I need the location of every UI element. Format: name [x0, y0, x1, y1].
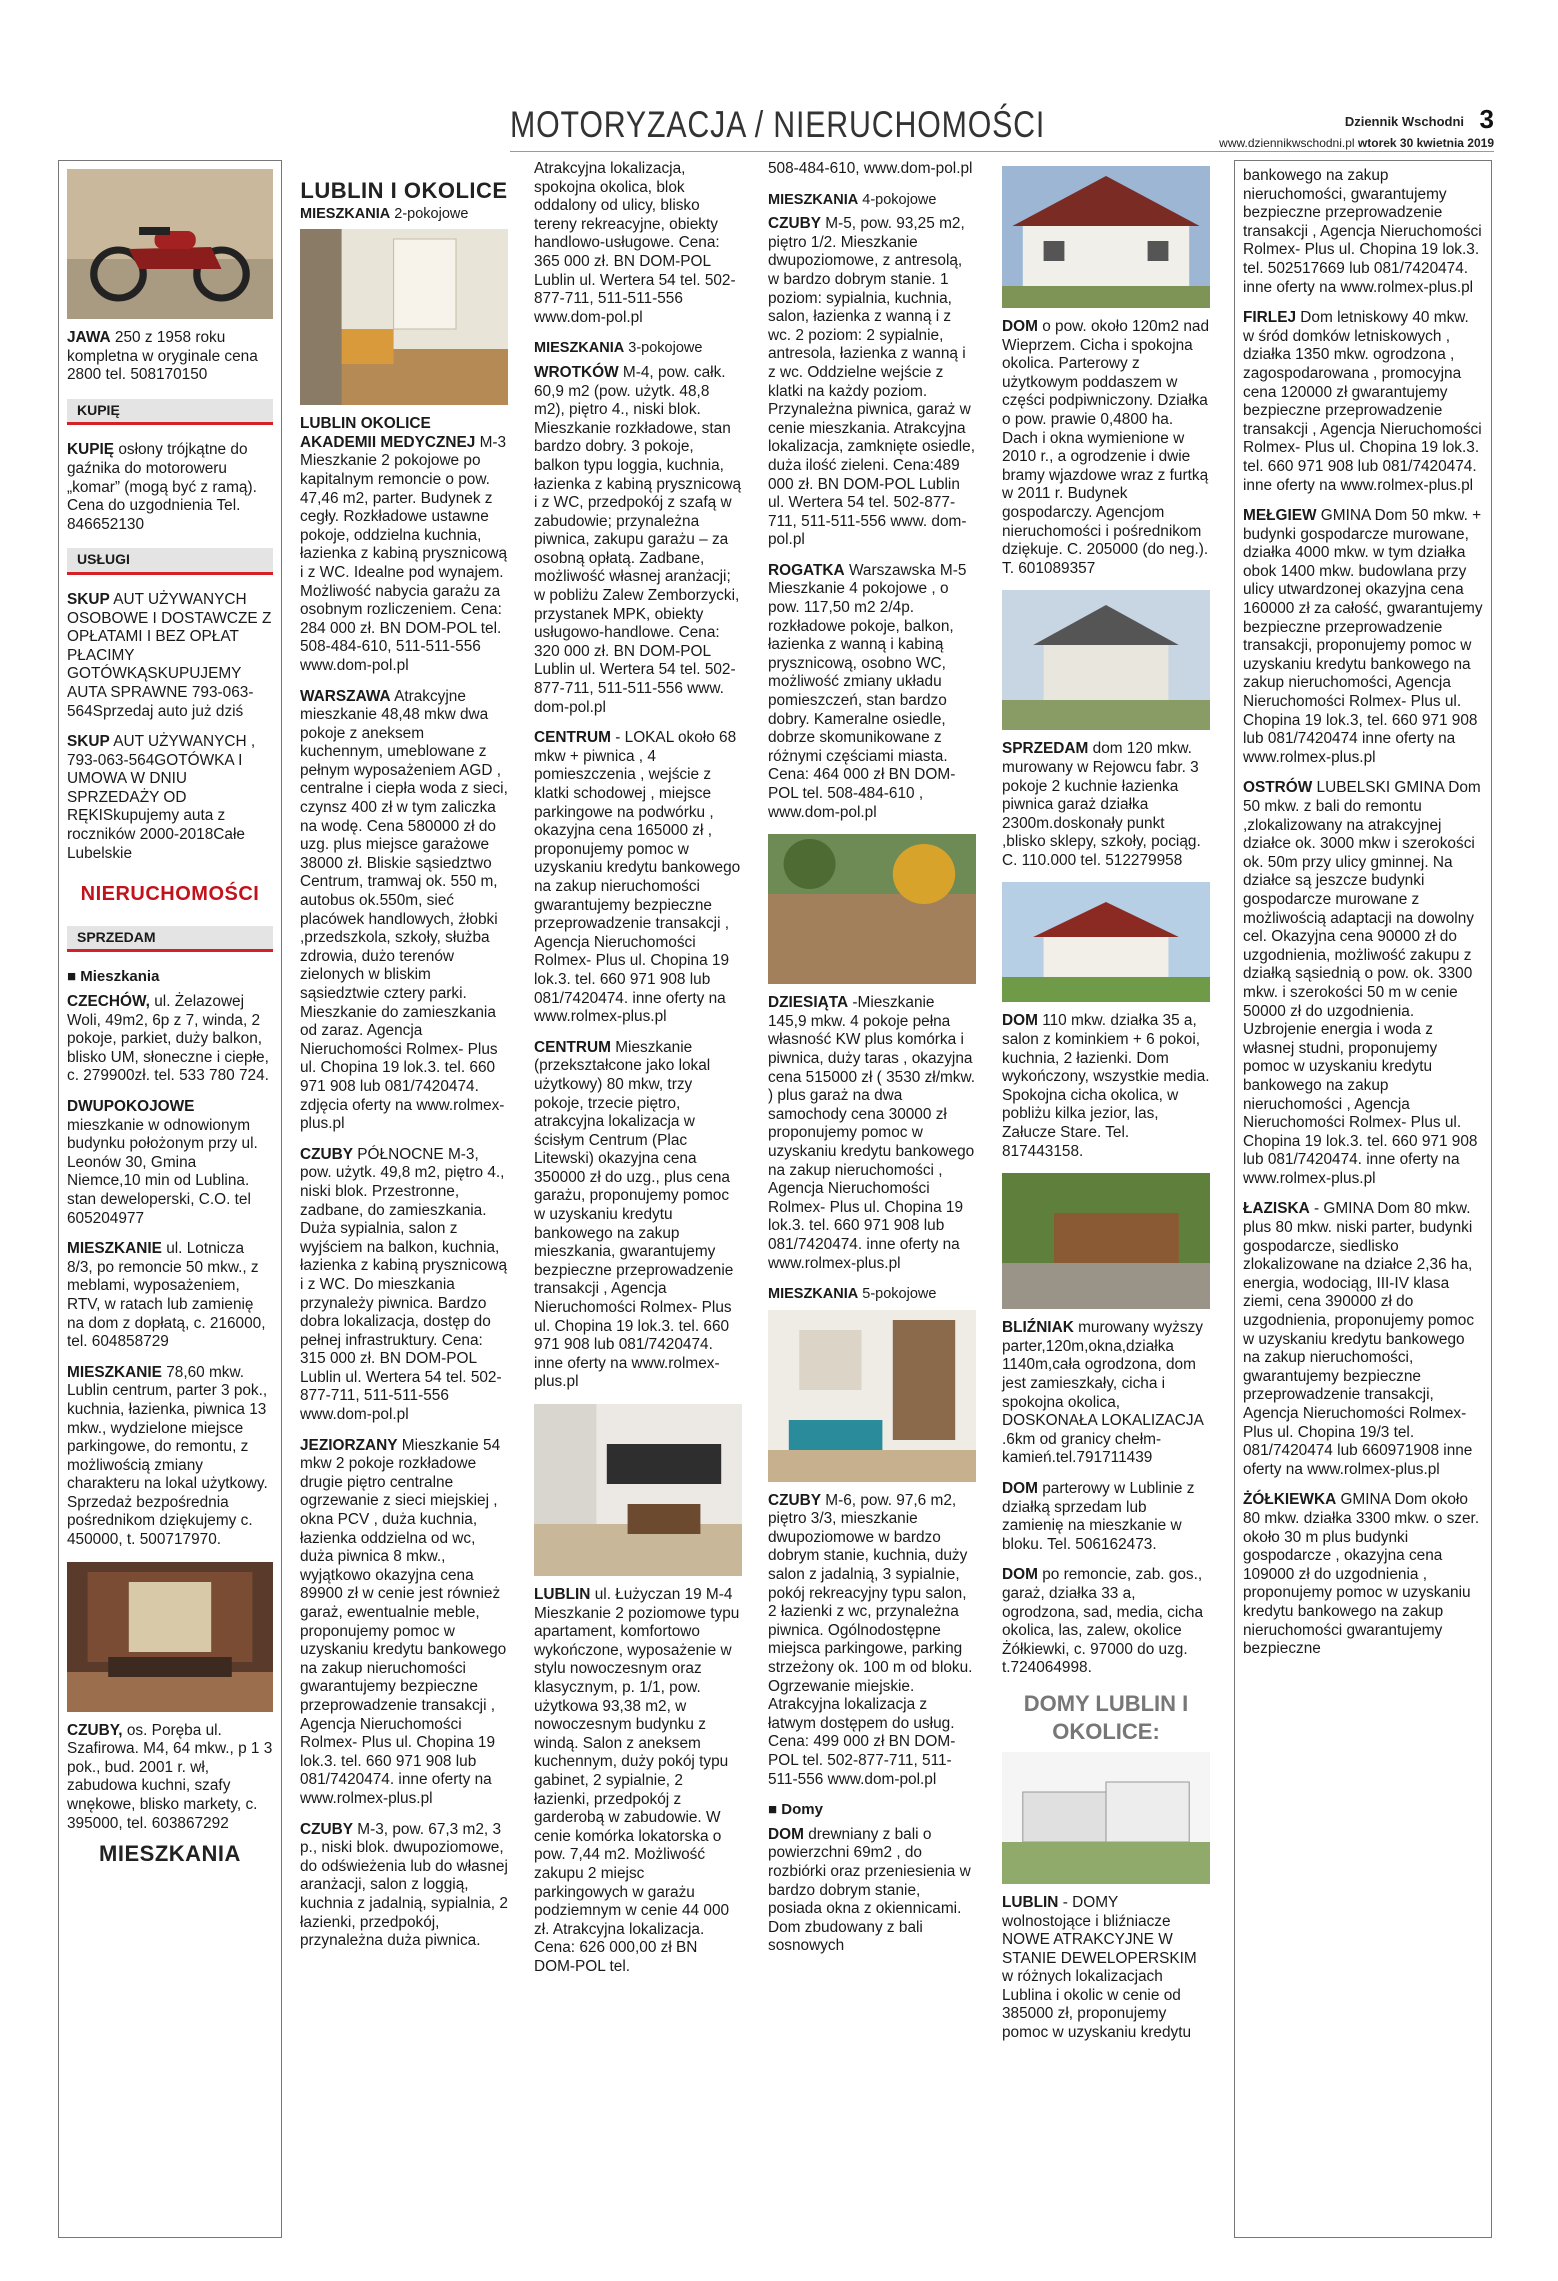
ad-jeziorzany: JEZIORZANY Mieszkanie 54 mkw 2 pokoje rozkładowe drugie piętro centralne ogrzewanie z sieci miejskiej , okna PCV , duża kuchnia, łazienka oddzielna od wc, duża piwnica 8 mkw., wyjątkowo okazyjna cena 89900 zł w cenie jest również garaż, ewentualnie meble, proponujemy pomoc w uzyskaniu kredytu bankowego na zakup nieruchomości gwarantujemy bezpieczne przeprowadzenie transakcji , Agencja Nieruchomości Rolmex- Plus ul. Chopina 19 lok.3. tel. 660 971 908 lub 081/7420474. inne oferty na www.rolmex-plus.pl [300, 1436, 507, 1807]
heading-nieruchomosci: NIERUCHOMOŚCI [80, 883, 260, 906]
ad-czuby-poreba: CZUBY, os. Poręba ul. Szafirowa. M4, 64 mkw., p 1 3 pok., bud. 2001 r. wł, zabudowa kuchni, szafy wnękowe, blisko markety, c. 395000, tel. 603867292 [67, 1721, 273, 1832]
ad-czechow: CZECHÓW, ul. Żelazowej Woli, 49m2, 6p z 7, winda, 2 pokoje, parkiet, duży balkon, blisko UM, słoneczne i ciepłe, c. 279900zł. tel. 533 780 724. [67, 993, 269, 1085]
fence-photo [1002, 1173, 1210, 1309]
column-4 [760, 160, 984, 2238]
category-kupie: KUPIĘ [67, 399, 273, 426]
ad-dziesiata: DZIESIĄTA -Mieszkanie 145,9 mkw. 4 pokoje pełna własność KW plus komórka i piwnica, duży taras , okazyjna cena 515000 zł ( 3530 zł/mkw. ) plus garaż na dwa samochody cena 30000 zł proponujemy pomoc w uzyskaniu kredytu bankowego na zakup nieruchomości , Agencja Nieruchomości Rolmex- Plus ul. Chopina 19 lok.3. tel. 660 971 908 lub 081/7420474. inne oferty na www.rolmex-plus.pl [768, 994, 976, 1272]
heading-mieszkania: MIESZKANIA [99, 1841, 241, 1867]
ad-melgiew: MEŁGIEW GMINA Dom 50 mkw. + budynki gospodarcze murowane, działka 4000 mkw. w tym działka obok 1400 mkw. budowlana przy ulicy utwardzonej okazyjna cena 160000 zł za całość, gwarantujemy bezpieczne przeprowadzenie transakcji, proponujemy pomoc w uzyskaniu kredytu bankowego na zakup nieruchomości, Agencja Nieruchomości Rolmex- Plus ul. Chopina 19 lok.3, tel. 660 971 908 lub 081/7420474 inne oferty na www.rolmex-plus.pl [1243, 507, 1483, 766]
ad-lotnicza: MIESZKANIE ul. Lotnicza 8/3, po remoncie 50 mkw., z meblami, wyposażeniem, RTV, w ratach lub zamienię na dom z dopłatą, c. 216000, tel. 604858729 [67, 1240, 266, 1351]
ad-rejowiec: SPRZEDAM dom 120 mkw. murowany w Rejowcu fabr. 3 pokoje 2 kuchnie łazienka piwnica garaż działka 2300m.doskonały punkt ,blisko sklepy, szkoły, pociąg. C. 110.000 tel. 512279958 [1002, 740, 1201, 869]
ad-laziska: ŁAZISKA - GMINA Dom 80 mkw. plus 80 mkw. niski parter, budynki gospodarcze, siedlisko zlokalizowane na działce 2,36 ha, energia, wodociąg, III-IV klasa ziemi, cena 390000 zł do uzgodnienia, proponujemy pomoc w uzyskaniu kredytu bankowego na zakup nieruchomości, gwarantujemy bezpieczne przeprowadzenie transakcji, Agencja Nieruchomości Rolmex- Plus ul. Chopina 19/3 tel. 081/7420474 lub 660971908 inne oferty na www.rolmex-plus.pl [1243, 1200, 1475, 1478]
subheading-4-pokojowe: MIESZKANIA 4-pokojowe [768, 191, 937, 208]
classifieds-columns [58, 160, 1492, 2240]
house-photo-1 [1002, 166, 1210, 308]
subheading-mieszkania: ■ Mieszkania [67, 968, 273, 987]
column-2 [292, 160, 516, 2238]
column-5 [994, 160, 1218, 2238]
ad-ostrow: OSTRÓW LUBELSKI GMINA Dom 50 mkw. z bali do remontu ,zlokalizowany na atrakcyjnej działce ok. 3000 mkw i szerokości ok. 50m przy ulicy gminnej. Na działce są jeszcze budynki gospodarcze murowane z możliwością adaptacji na dowolny cel. Okazyjna cena 90000 zł do uzgodnienia, możliwość zakupu z działką sąsiednią o pow. ok. 3300 mkw. i szerokości 50 m w cenie 50000 zł do uzgodnienia. Uzbrojenie energia i woda z własnej studni, proponujemy pomoc w uzyskaniu kredytu bankowego na zakup nieruchomości , Agencja Nieruchomości Rolmex- Plus ul. Chopina 19 lok.3. tel. 660 971 908 lub 081/7420474. inne oferty na www.rolmex-plus.pl [1243, 779, 1481, 1187]
apartment-photo [300, 229, 508, 405]
ad-mieszkanie-78: MIESZKANIE 78,60 mkw. Lublin centrum, parter 3 pok., kuchnia, łazienka, piwnica 13 mkw., wydzielone miejsce parkingowe, do remontu, z możliwością zmiany charakteru na lokal użytkowy. Sprzedaż bezpośrednia pośrednikom dziękujemy c. 450000, t. 500717970. [67, 1363, 268, 1549]
house-photo-2 [1002, 590, 1210, 730]
ad-dom-wieprz: DOM o pow. około 120m2 nad Wieprzem. Cicha i spokojna okolica. Parterowy z użytkowym poddaszem w części podpiwniczony. Działka o pow. prawie 0,4800 ha. Dach i okna wymienione w 2010 r., a ogrodzenie i dwie bramy wjazdowe wraz z furtką w 2011 r. Budynek gospodarczy. Agencjom nieruchomości i pośrednikom dziękuje. C. 205000 (do neg.). T. 601089357 [1002, 318, 1210, 577]
ad-skup-2: SKUP AUT UŻYWANYCH , 793-063-564GOTÓWKA I UMOWA W DNIU SPRZEDAŻY OD RĘKISkupujemy auta z roczników 2000-2018Całe Lubelskie [67, 733, 256, 862]
ad-centrum-lokal: CENTRUM - LOKAL około 68 mkw + piwnica , 4 pomieszczenia , wejście z klatki schodowej , miejsce parkingowe na podwórku , okazyjna cena 165000 zł , proponujemy pomoc w uzyskaniu kredytu bankowego na zakup nieruchomości gwarantujemy bezpieczne przeprowadzenie transakcji , Agencja Nieruchomości Rolmex- Plus ul. Chopina 19 lok.3. tel. 660 971 908 lub 081/7420474. inne oferty na www.rolmex-plus.pl [534, 729, 741, 1026]
header-rule [510, 151, 1494, 152]
ad-czuby-m5: CZUBY M-5, pow. 93,25 m2, piętro 1/2. Mieszkanie dwupoziomowe, z antresolą, w bardzo dobrym stanie. 1 poziom: sypialnia, kuchnia, salon, łazienka z wanną i z wc. 2 poziom: 2 sypialnie, antresola, łazienka z wanną i z wc. Oddzielne wejście z klatki na każdy poziom. Przynależna piwnica, garaż w cenie mieszkania. Atrakcyjna lokalizacja, zamknięte osiedle, duża ilość zieleni. Cena:489 000 zł. BN DOM-POL Lublin ul. Wertera 54 tel. 502-877-711, 511-511-556 www. dom-pol.pl [768, 215, 976, 549]
column-3 [526, 160, 750, 2238]
ad-centrum-mieszkanie: CENTRUM Mieszkanie (przekształcone jako lokal użytkowy) 80 mkw, trzy pokoje, trzecie piętro, atrakcyjna lokalizacja w ścisłym Centrum (Plac Litewski) okazyjna cena 350000 zł do uzg., plus cena garażu, proponujemy pomoc w uzyskaniu kredytu bankowego na zakup mieszkania, gwarantujemy bezpieczne przeprowadzenie transakcji , Agencja Nieruchomości Rolmex- Plus ul. Chopina 19 lok.3. tel. 660 971 908 lub 081/7420474. inne oferty na www.rolmex-plus.pl [534, 1038, 734, 1391]
ad-akademii-medycznej: LUBLIN OKOLICE AKADEMII MEDYCZNEJ M-3 Mieszkanie 2 pokojowe po kapitalnym remoncie o pow. 47,46 m2, parter. Budynek z cegły. Rozkładowe ustawne pokoje, oddzielna kuchnia, łazienka z kabiną prysznicową i z WC. Idealne pod wynajem. Możliwość nabycia garażu za osobnym rozliczeniem. Cena: 284 000 zł. BN DOM-POL tel. 508-484-610, 511-511-556 www.dom-pol.pl [300, 415, 508, 674]
ad-continued: Atrakcyjna lokalizacja, spokojna okolica, blok oddalony od ulicy, blisko tereny rekreacyjne, obiekty handlowo-usługowe. Cena: 365 000 zł. BN DOM-POL Lublin ul. Wertera 54 tel. 502-877-711, 511-511-556 www.dom-pol.pl [534, 160, 736, 326]
ad-warszawa: WARSZAWA Atrakcyjne mieszkanie 48,48 mkw dwa pokoje z aneksem kuchennym, umeblowane z pełnym wyposażeniem AGD , centralne i ciepła woda z sieci, czynsz 400 zł w tym zaliczka na wodę. Cena 580000 zł do uzg. plus miejsce garażowe 38000 zł. Bliskie sąsiedztwo Centrum, tramwaj ok. 550 m, autobus ok.550m, sieć placówek handlowych, żłobki ,przedszkola, szkoły, służba zdrowia, dużo terenów zielonych w bliskim sąsiedztwie cztery parki. Mieszkanie do zamieszkania od zaraz. Agencja Nieruchomości Rolmex- Plus ul. Chopina 19 lok.3. tel. 660 971 908 lub 081/7420474. zdjęcia oferty na www.rolmex-plus.pl [300, 687, 508, 1133]
ad-jawa: JAWA 250 z 1958 roku kompletna w oryginale cena 2800 tel. 508170150 [67, 329, 258, 384]
ad-zolkiewka: ŻÓŁKIEWKA GMINA Dom około 80 mkw. działka 3300 mkw. o szer. około 30 m plus budynki gospodarcze , okazyjna cena 109000 zł do uzgodnienia , proponujemy pomoc w uzyskaniu kredytu bankowego na zakup nieruchomości gwarantujemy bezpieczne [1243, 1491, 1480, 1658]
issue-date: wtorek 30 kwietnia 2019 [1357, 136, 1494, 150]
paper-name: Dziennik Wschodni [1344, 114, 1464, 129]
ad-skup-1: SKUP AUT UŻYWANYCH OSOBOWE I DOSTAWCZE Z OPŁATAMI I BEZ OPŁAT PŁACIMY GOTÓWKĄSKUPUJEMY AUTA SPRAWNE 793-063-564Sprzedaj auto już dziś [67, 590, 272, 720]
terrace-photo [768, 834, 976, 984]
column-6 [1234, 160, 1492, 2238]
subheading-3-pokojowe: MIESZKANIA 3-pokojowe [534, 340, 703, 357]
ad-wrotkow: WROTKÓW M-4, pow. całk. 60,9 m2 (pow. użytk. 48,8 m2), piętro 4., niski blok. Mieszkanie rozkładowe, stan bardzo dobry. 3 pokoje, balkon typu loggia, kuchnia, łazienka z kabiną prysznicową i z WC, przedpokój z szafą w zabudowie; przynależna piwnica, zakupu garażu – za osobną opłatą. Zadbane, możliwość własnej aranżacji; w pobliżu Zalew Zemborzycki, przystanek MPK, obiekty usługowo-handlowe. Cena: 320 000 zł. BN DOM-POL Lublin ul. Wertera 54 tel. 502-877-711, 511-511-556 www. dom-pol.pl [534, 363, 742, 716]
ad-czuby-m3: CZUBY M-3, pow. 67,3 m2, 3 p., niski blok. dwupoziomowe, do odświeżenia lub do własnej aranżacji, salon z loggią, kuchnia z jadalnią, sypialnia, 2 łazienki, przedpokój, przynależna duża piwnica. [300, 1820, 508, 1950]
ad-lublin-domy: LUBLIN - DOMY wolnostojące i bliźniacze NOWE ATRAKCYJNE W STANIE DEWELOPERSKIM w różnych lokalizacjach Lublina i okolic w cenie od 385000 zł, proponujemy pomoc w uzyskaniu kredytu [1002, 1893, 1197, 2042]
development-photo [1002, 1752, 1210, 1884]
house-photo-3 [1002, 882, 1210, 1002]
living-room-photo [768, 1310, 976, 1482]
interior-photo [67, 1562, 273, 1712]
category-sprzedam: SPRZEDAM [67, 926, 273, 953]
ad-firlej: FIRLEJ Dom letniskowy 40 mkw. w śród domków letniskowych , działka 1350 mkw. ogrodzona , zagospodarowana , promocyjna cena 120000 zł gwarantujemy bezpieczne przeprowadzenie transakcji , Agencja Nieruchomości Rolmex- Plus ul. Chopina 19 lok.3. tel. 660 971 908 lub 081/7420474. inne oferty na www.rolmex-plus.pl [1243, 309, 1482, 494]
ad-luzyczan: LUBLIN ul. Łużyczan 19 M-4 Mieszkanie 2 poziomowe typu apartament, komfortowo wykończone, wyposażenie w stylu nowoczesnym oraz klasycznym, p. 1/1, pow. użytkowa 93,38 m2, w nowoczesnym budynku z windą. Salon z aneksem kuchennym, duży pokój typu gabinet, 2 sypialnie, 2 łazienki, przedpokój z garderobą w zabudowie. W cenie komórka lokatorska o pow. 7,44 m2. Możliwość zakupu 2 miejsc parkingowych w garażu podziemnym w cenie 44 000 zł. Atrakcyjna lokalizacja. Cena: 626 000,00 zł BN DOM-POL tel. [534, 1586, 740, 1975]
subheading-2-pokojowe: MIESZKANIA 2-pokojowe [300, 205, 469, 222]
kitchen-photo [534, 1404, 742, 1576]
heading-lublin-okolice: LUBLIN I OKOLICE [300, 178, 508, 203]
ad-dom-zalucze: DOM 110 mkw. działka 35 a, salon z kominkiem + 6 pokoi, kuchnia, 2 łazienki. Dom wykończony, wszystkie media. Spokojna cicha okolica, w pobliżu kilka jezior, las, Załucze Stare. Tel. 817443158. [1002, 1012, 1210, 1160]
ad-continued: bankowego na zakup nieruchomości, gwarantujemy bezpieczne przeprowadzenie transakcji , Agencja Nieruchomości Rolmex- Plus ul. Chopina 19 lok.3. tel. 502517669 lub 081/7420474. inne oferty na www.rolmex-plus.pl [1243, 167, 1482, 296]
subheading-domy: ■ Domy [768, 1801, 976, 1820]
ad-dwupokojowe: DWUPOKOJOWE mieszkanie w odnowionym budynku położonym przy ul. Leonów 30, Gmina Niemce,10 min od Lublina. stan deweloperski, C.O. tel 605204977 [67, 1098, 258, 1227]
ad-blizniak: BLIŹNIAK murowany wyższy parter,120m,okna,działka 1140m,cała ogrodzona, dom jest zamieszkały, cicha i spokojna okolica, DOSKONAŁA LOKALIZACJA .6km od granicy chełm-kamień.tel.791711439 [1002, 1319, 1204, 1467]
page-number: 3 [1479, 104, 1494, 134]
section-title: MOTORYZACJA / NIERUCHOMOŚCI [510, 104, 1046, 145]
ad-czuby-m6: CZUBY M-6, pow. 97,6 m2, piętro 3/3, mieszkanie dwupoziomowe w bardzo dobrym stanie, kuchnia, duży salon z jadalnią, 3 sypialnie, pokój rekreacyjny typu salon, 2 łazienki z wc, przynależna piwnica. Ogólnodostępne miejsca parkingowe, parking strzeżony ok. 100 m od bloku. Ogrzewanie miejskie. Atrakcyjna lokalizacja z łatwym dostępem do usług. Cena: 499 000 zł BN DOM-POL tel. 502-877-711, 511-511-556 www.dom-pol.pl [768, 1491, 973, 1788]
category-uslugi: USŁUGI [67, 548, 273, 575]
website-link[interactable]: www.dziennikwschodni.pl [1219, 136, 1355, 150]
ad-czuby-polnocne: CZUBY PÓŁNOCNE M-3, pow. użytk. 49,8 m2, piętro 4., niski blok. Przestronne, zadbane, do zamieszkania. Duża sypialnia, salon z wyjściem na balkon, kuchnia, łazienka z kabiną prysznicową i z WC. Do mieszkania przynależy piwnica. Bardzo dobra lokalizacja, dostęp do pełnej infrastruktury. Cena: 315 000 zł. BN DOM-POL Lublin ul. Wertera 54 tel. 502-877-711, 511-511-556 www.dom-pol.pl [300, 1145, 508, 1424]
ad-continued: 508-484-610, www.dom-pol.pl [768, 160, 973, 177]
ad-dom-drewniany: DOM drewniany z bali o powierzchni 69m2 , do rozbiórki oraz przeniesienia w bardzo dobrym stanie, posiada okna z okiennicami. Dom zbudowany z bali sosnowych [768, 1825, 971, 1955]
ad-dom-zolkiewka: DOM po remoncie, zab. gos., garaż, działka 33 a, ogrodzona, sad, media, cicha okolica, las, zalew, okolice Żółkiewki, c. 97000 do uzg. t.724064998. [1002, 1566, 1204, 1677]
ad-kupie: KUPIĘ osłony trójkątne do gaźnika do motoroweru „komar” (mogą być z ramą). Cena do uzgodnienia Tel. 846652130 [67, 441, 257, 533]
ad-dom-lublin: DOM parterowy w Lublinie z działką sprzedam lub zamienię na mieszkanie w bloku. Tel. 506162473. [1002, 1479, 1195, 1553]
column-1 [58, 160, 282, 2238]
motorcycle-photo [67, 169, 273, 319]
subheading-5-pokojowe: MIESZKANIA 5-pokojowe [768, 1286, 937, 1303]
paper-meta [1219, 136, 1494, 150]
page-header [0, 0, 1558, 160]
ad-rogatka: ROGATKA Warszawska M-5 Mieszkanie 4 pokojowe , o pow. 117,50 m2 2/4p. rozkładowe pokoje, balkon, łazienka z wanną i kabiną prysznicową, osobno WC, możliwość zmiany układu pomieszczeń, stan bardzo dobry. Kameralne osiedle, dobrze skomunikowane z różnymi częściami miasta. Cena: 464 000 zł BN DOM-POL tel. 508-484-610 , www.dom-pol.pl [768, 561, 967, 821]
heading-domy-lublin: DOMY LUBLIN I OKOLICE: [1023, 1690, 1189, 1744]
